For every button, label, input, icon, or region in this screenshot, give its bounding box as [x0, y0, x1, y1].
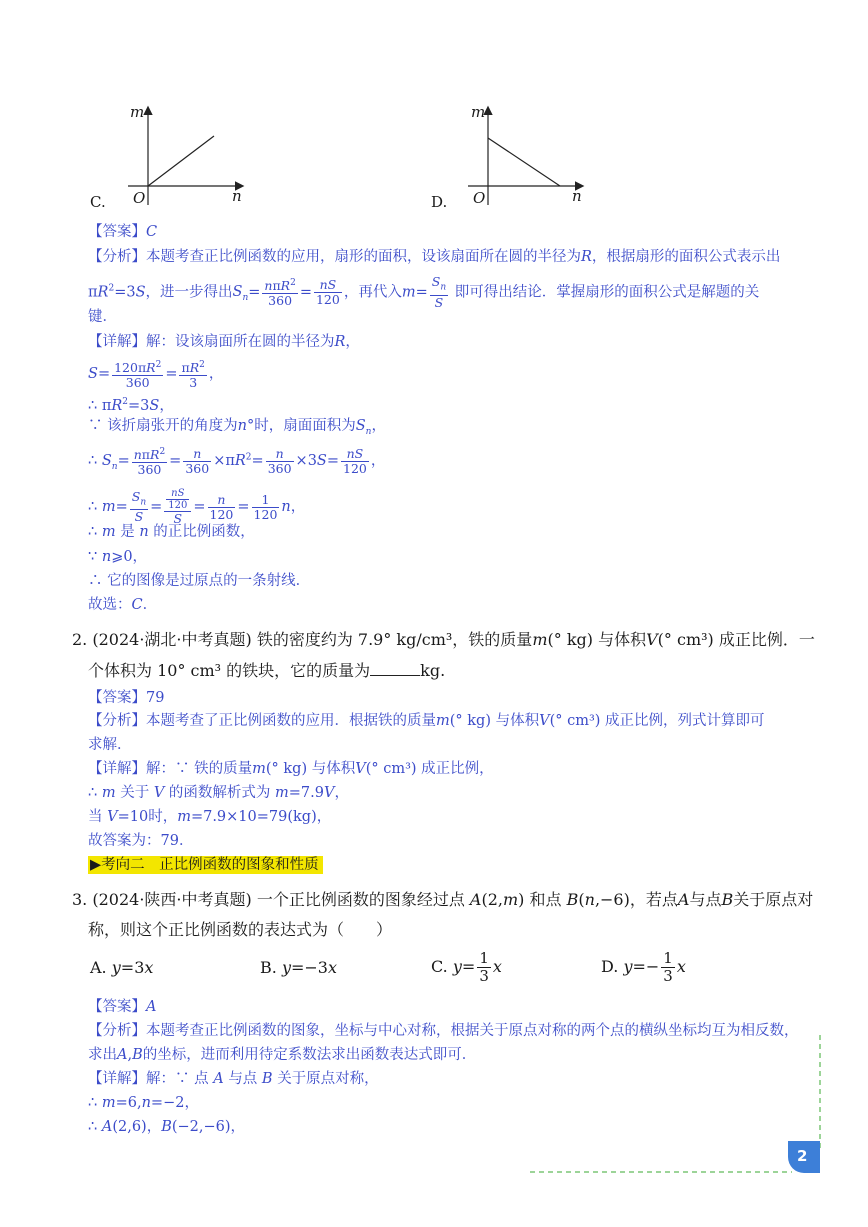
q3-analysis-line2: 求出A,B的坐标，进而利用待定系数法求出函数表达式即可．: [88, 1047, 477, 1063]
section-label: ▶考向二 正比例函数的图象和性质: [88, 856, 323, 874]
q3-option-d[interactable]: D. y=− $\frac{1}{3}$ x: [601, 949, 686, 985]
q2-detail-line1: 【详解】解：∵ 铁的质量m(° kg) 与体积V(° cm³) 成正比例，: [88, 761, 494, 777]
q1-detail-line8: ∵ n⩾0，: [88, 549, 148, 565]
section-header: [88, 855, 323, 875]
graph-d-line: [488, 138, 560, 186]
q1-detail-line7: ∴ m 是 n 的正比例函数，: [88, 524, 255, 540]
q2-detail-line2: ∴ m 关于 V 的函数解析式为 m=7.9V，: [88, 785, 349, 801]
q3-answer: 【答案】A: [88, 999, 157, 1015]
axis-n-label: n: [572, 187, 582, 205]
q2-detail-line3: 当 V=10时，m=7.9×10=79(kg)，: [88, 809, 332, 825]
q1-analysis-line3: 键．: [88, 309, 117, 325]
q1-detail-line6: ∴ m= $\frac{S_n}{S}$ = $\frac{\frac{nS}{120}}{S}$ = $\frac{n}{120}$ = $\frac{1}{120}$ n，: [88, 488, 306, 526]
q2-analysis-line2: 求解．: [88, 737, 132, 753]
q2-stem-line2: 个体积为 10° cm³ 的铁块，它的质量为 kg.: [88, 661, 446, 680]
q3-option-b[interactable]: B. y=−3x: [260, 958, 338, 977]
q1-detail-line5: ∴ $S_n=$ $\frac{n\pi R^2}{360}$ = $\frac{n}{360}$ $\times\pi R^2=$ $\frac{n}{360}$ ×3S= $\frac{nS}{120}$ ，: [88, 445, 386, 478]
page-number-badge: [788, 1141, 820, 1173]
axis-n-label: n: [232, 187, 242, 205]
answer-blank[interactable]: [370, 661, 420, 676]
option-c-label: C.: [90, 193, 106, 211]
q1-answer: 【答案】C: [88, 224, 158, 240]
axis-m-label: m: [471, 103, 486, 121]
q1-detail-line10: 故选：C．: [88, 597, 158, 613]
axis-m-label: m: [130, 103, 145, 121]
q3-option-a[interactable]: A. y=3x: [90, 958, 154, 977]
option-d-label: D.: [431, 193, 448, 211]
q3-option-c[interactable]: C. y= $\frac{1}{3}$ x: [431, 949, 502, 985]
q1-analysis-line2: $\pi R^2=3S$，进一步得出$S_n=$ $\frac{n\pi R^2}{360}$ = $\frac{nS}{120}$ ，再代入m= $\frac{S_n}{S}$ 即可得出结论．掌握扇形的面积公式是解题的关: [88, 274, 760, 310]
q2-analysis-line1: 【分析】本题考查了正比例函数的应用．根据铁的质量m(° kg) 与体积V(° cm³) 成正比例，列式计算即可: [88, 713, 765, 729]
q2-stem-line1: 2. (2024·湖北·中考真题) 铁的密度约为 7.9° kg/cm³，铁的质量m(° kg) 与体积V(° cm³) 成正比例．一: [72, 630, 815, 649]
q2-answer: 【答案】79: [88, 690, 165, 706]
graph-c-line: [148, 136, 214, 186]
q3-detail-line1: 【详解】解：∵ 点 A 与点 B 关于原点对称，: [88, 1071, 379, 1087]
q3-detail-line2: ∴ m=6,n=−2，: [88, 1095, 199, 1111]
page-number: 2: [797, 1147, 808, 1165]
q1-analysis-line1: 【分析】本题考查正比例函数的应用，扇形的面积，设该扇面所在圆的半径为R，根据扇形的面积公式表示出: [88, 249, 781, 265]
q1-detail-line4: ∵ 该折扇张开的角度为n°时，扇面面积为$S_n$，: [88, 418, 386, 437]
origin-label: O: [473, 189, 486, 207]
q3-stem-line2: 称，则这个正比例函数的表达式为（ ）: [88, 920, 393, 939]
q3-stem-line1: 3. (2024·陕西·中考真题) 一个正比例函数的图象经过点 A(2,m) 和点 B(n,−6)，若点A与点B关于原点对: [72, 890, 814, 909]
q1-detail-line2: S= $\frac{120\pi R^2}{360}$ = $\frac{\pi R^2}{3}$ ，: [88, 360, 224, 391]
q1-detail-line1: 【详解】解：设该扇面所在圆的半径为R，: [88, 334, 360, 350]
q3-analysis-line1: 【分析】本题考查正比例函数的图象，坐标与中心对称，根据关于原点对称的两个点的横纵坐标均互为相反数，: [88, 1023, 799, 1039]
q1-detail-line9: ∴ 它的图像是过原点的一条射线．: [88, 573, 311, 589]
q1-detail-line3: ∴ $\pi R^2=3S$，: [88, 397, 174, 414]
q2-detail-line4: 故答案为：79．: [88, 833, 194, 849]
q3-detail-line3: ∴ A(2,6)，B(−2,−6)，: [88, 1119, 246, 1135]
page-corner-decoration: [520, 1030, 830, 1180]
origin-label: O: [133, 189, 146, 207]
